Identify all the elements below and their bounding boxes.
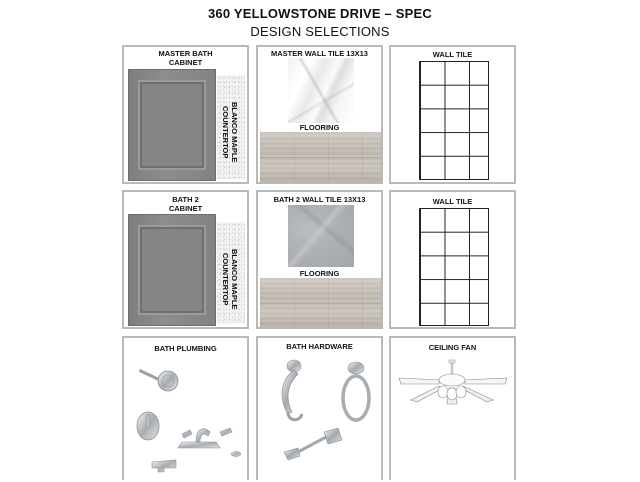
wall-tile-label-2: WALL TILE: [432, 197, 473, 206]
wall-tile-panel-2: [389, 190, 516, 329]
wall-tile-grid-2: [419, 208, 489, 326]
bath2-cabinet-panel: [122, 190, 249, 329]
bath2-flooring-swatch: [260, 278, 381, 327]
bath2-tile-label: BATH 2 WALL TILE 13X13: [273, 195, 366, 204]
page-title: 360 YELLOWSTONE DRIVE – SPEC: [207, 6, 433, 21]
ceiling-fan-icon: [391, 352, 514, 480]
plumbing-fixtures-icon: [124, 354, 247, 482]
bath2-tile-panel: [256, 190, 383, 329]
page-subtitle: DESIGN SELECTIONS: [250, 24, 390, 39]
master-cabinet-label: MASTER BATH CABINET: [158, 49, 213, 67]
wall-tile-panel-1: [389, 45, 516, 184]
bath2-flooring-label: FLOORING: [299, 269, 340, 278]
master-cabinet-panel: [122, 45, 249, 184]
master-tile-panel: [256, 45, 383, 184]
master-flooring-label: FLOORING: [299, 123, 340, 132]
wall-tile-grid-1: [419, 61, 489, 180]
bath2-cabinet-swatch: [128, 214, 216, 326]
wall-tile-label-1: WALL TILE: [432, 50, 473, 59]
master-cabinet-swatch: [128, 69, 216, 181]
bath2-countertop-label: BLANCO MAPLE COUNTERTOP: [221, 248, 239, 310]
master-flooring-swatch: [260, 132, 381, 182]
plumbing-label: BATH PLUMBING: [154, 344, 217, 353]
master-tile-label: MASTER WALL TILE 13X13: [271, 49, 368, 58]
ceiling-fan-label: CEILING FAN: [428, 343, 477, 352]
master-countertop-label: BLANCO MAPLE COUNTERTOP: [221, 101, 239, 163]
plumbing-panel: [122, 336, 249, 480]
ceiling-fan-panel: [389, 336, 516, 480]
bath2-wall-tile-swatch: [288, 205, 354, 267]
master-wall-tile-swatch: [288, 58, 354, 123]
hardware-label: BATH HARDWARE: [286, 342, 353, 351]
hardware-panel: [256, 336, 383, 480]
bath-hardware-icon: [258, 352, 381, 480]
bath2-cabinet-label: BATH 2 CABINET: [168, 195, 203, 213]
